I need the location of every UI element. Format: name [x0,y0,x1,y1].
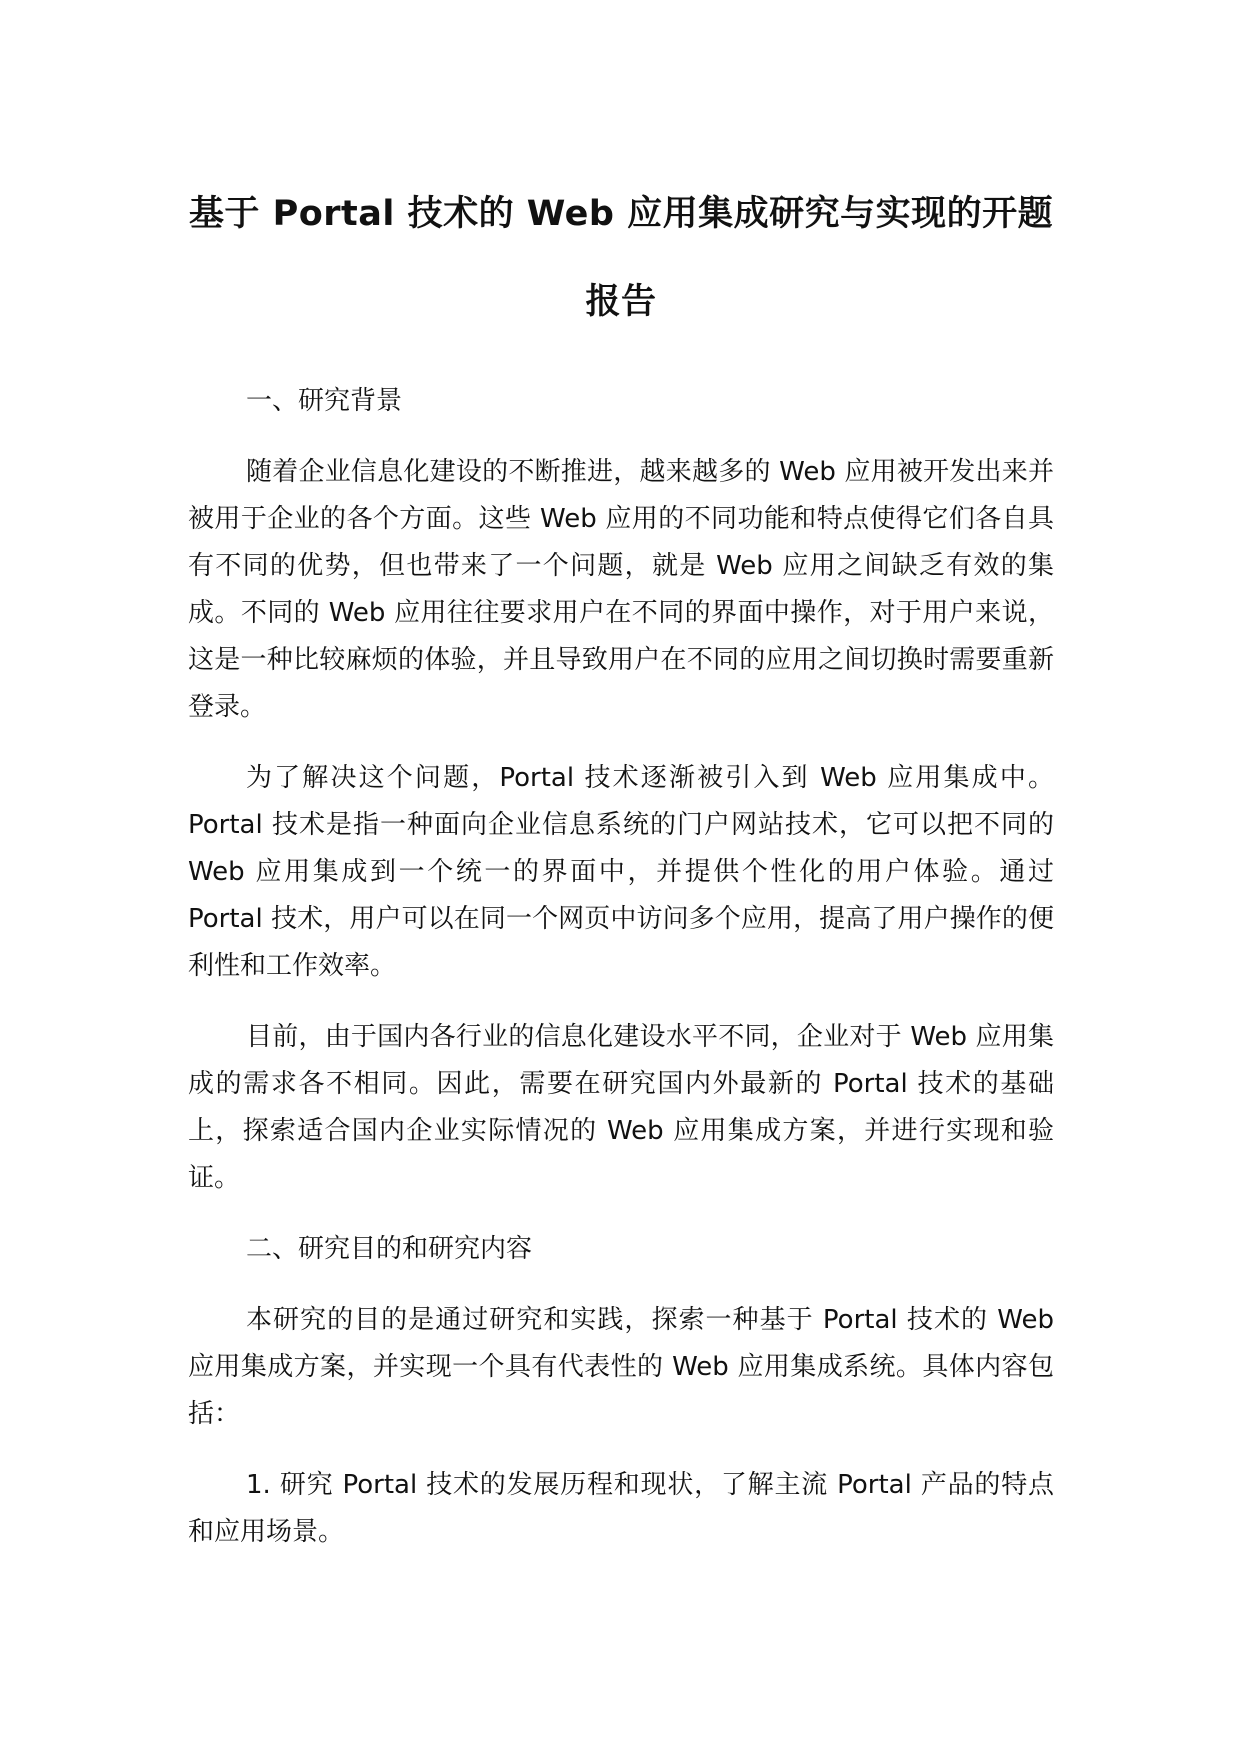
paragraph: 目前，由于国内各行业的信息化建设水平不同，企业对于 Web 应用集成的需求各不相同。因此，需要在研究国内外最新的 Portal 技术的基础上，探索适合国内企业实际情况的 Web 应用集成方案，并进行实现和验证。 [188,1022,1054,1193]
section-research-purpose [188,1226,1054,1556]
list-item: 1. 研究 Portal 技术的发展历程和现状，了解主流 Portal 产品的特点和应用场景。 [188,1470,1054,1547]
paragraph: 随着企业信息化建设的不断推进，越来越多的 Web 应用被开发出来并被用于企业的各个方面。这些 Web 应用的不同功能和特点使得它们各自具有不同的优势，但也带来了一个问题，就是 Web 应用之间缺乏有效的集成。不同的 Web 应用往往要求用户在不同的界面中操作，对于用户来说，这是一种比较麻烦的体验，并且导致用户在不同的应用之间切换时需要重新登录。 [188,457,1054,722]
document-title: 基于 Portal 技术的 Web 应用集成研究与实现的开题报告 [188,194,1054,322]
paragraph: 本研究的目的是通过研究和实践，探索一种基于 Portal 技术的 Web 应用集成方案，并实现一个具有代表性的 Web 应用集成系统。具体内容包括： [188,1305,1054,1429]
paragraph: 为了解决这个问题，Portal 技术逐渐被引入到 Web 应用集成中。Portal 技术是指一种面向企业信息系统的门户网站技术，它可以把不同的 Web 应用集成到一个统一的界面中，并提供个性化的用户体验。通过 Portal 技术，用户可以在同一个网页中访问多个应用，提高了用户操作的便利性和工作效率。 [188,763,1054,981]
document-body [188,378,1054,1580]
section-research-background [188,378,1054,1202]
section-heading: 二、研究目的和研究内容 [246,1234,533,1264]
section-heading: 一、研究背景 [246,386,403,416]
